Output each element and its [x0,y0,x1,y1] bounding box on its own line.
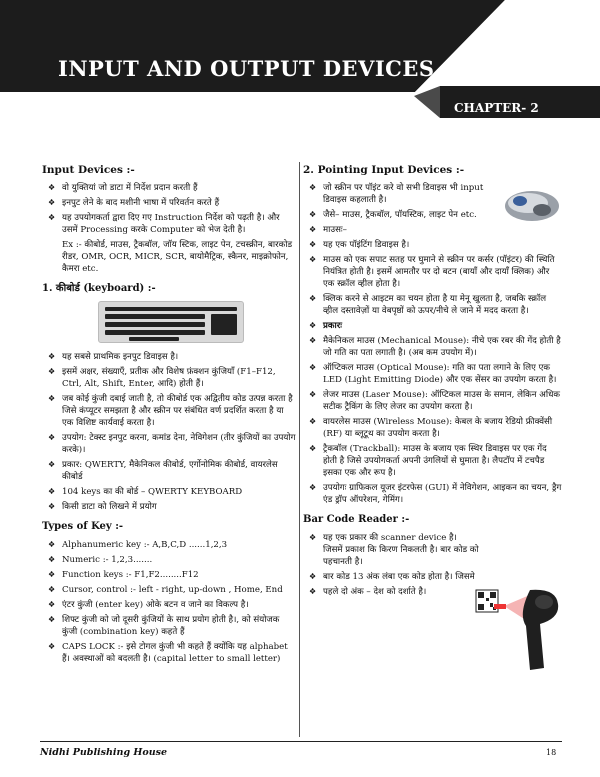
diamond-bullet-icon: ❖ [48,433,56,442]
diamond-bullet-icon: ❖ [48,600,56,609]
list-item: ❖ Alphanumeric key :- A,B,C,D ......1,2,3 [48,540,228,550]
diamond-bullet-icon: ❖ [48,367,56,376]
list-item: ❖ इसमें अक्षर, संख्याएँ, प्रतीक और विशेष फ़ंक्शन कुंजियाँ (F1–F12, Ctrl, Alt, Shift, Enter, आदि) होती हैं। [48,367,276,389]
keyboard-image [98,301,244,343]
list-item: ❖ इनपुट लेने के बाद मशीनी भाषा में परिवर्तन करते हैं [48,198,220,208]
diamond-bullet-icon: ❖ [48,352,56,361]
keyboard-heading: 1. कीबोर्ड (keyboard) :- [42,283,156,294]
input-devices-list [42,182,296,236]
list-item: ❖ ट्रैकबॉल (Trackball): माउस के बजाय एक स्थिर डिवाइस पर एक गेंद होती है जिसे उपयोगकर्ता अपनी उंगलियों से घुमाता है। लैपटॉप में टचपैड इसका एक और रूप है। [309,444,547,478]
list-item: ❖ लेजर माउस (Laser Mouse): ऑप्टिकल माउस के समान, लेकिन अधिक सटीक ट्रैकिंग के लिए लेजर का उपयोग करता है। [309,390,560,412]
diamond-bullet-icon: ❖ [309,255,317,264]
footer-rule [40,741,562,742]
diamond-bullet-icon: ❖ [309,483,317,492]
diamond-bullet-icon: ❖ [48,570,56,579]
publisher-name: Nidhi Publishing House [40,747,168,758]
diamond-bullet-icon: ❖ [309,294,317,303]
pointing-devices-list [303,182,563,506]
list-item: ❖ मैकेनिकल माउस (Mechanical Mouse): नीचे एक रबर की गेंद होती है जो गति का पता लगाती है। (अब कम उपयोग में)। [309,336,561,358]
example-text: Ex :- कीबोर्ड, माउस, ट्रैकबॉल, जॉय स्टिक, लाइट पेन, टचस्क्रीन, बारकोड रीडर, OMR, OCR, MICR, SCR, बायोमैट्रिक, स्कैनर, माइक्रोफोन, कैमरा etc. [62,240,293,274]
list-item: ❖ किसी डाटा को लिखने में प्रयोग [48,502,157,512]
diamond-bullet-icon: ❖ [48,585,56,594]
list-item: ❖ वो युक्तियां जो डाटा में निर्देश प्रदान करती हैं [48,183,198,193]
list-item: ❖ यह सबसे प्राथमिक इनपुट डिवाइस है। [48,352,179,362]
list-item: ❖ जब कोई कुंजी दबाई जाती है, तो कीबोर्ड एक अद्वितीय कोड उत्पन्न करता है जिसे कंप्यूटर समझता है और स्क्रीन पर संबंधित वर्ण प्रदर्शित करता है या एक विशिष्ट कार्यवाई करता है। [48,394,293,428]
list-item: ❖ क्लिक करने से आइटम का चयन होता है या मेनू खुलता है, जबकि स्क्रॉल व्हील दस्तावेज़ों या वेबपृष्ठों को ऊपर/नीचे ले जाने में मदद करता है। [309,294,547,316]
diamond-bullet-icon: ❖ [309,390,317,399]
list-item: ❖ माउस को एक सपाट सतह पर घुमाने से स्क्रीन पर कर्सर (पॉइंटर) की स्थिति नियंत्रित होती है। इसमें आमतौर पर दो बटन (बायाँ और दायाँ क्लिक) और एक स्क्रॉल व्हील होता है। [309,255,555,289]
list-item: ❖ उपयोगः ग्राफिकल यूजर इंटरफेस (GUI) में नेविगेशन, आइकन का चयन, ड्रैग एंड ड्रॉप ऑपरेशन, गेमिंग। [309,483,562,505]
list-item: ❖ वायरलेस माउस (Wireless Mouse): केबल के बजाय रेडियो फ्रीक्वेंसी (RF) या ब्लूटूथ का उपयोग करता है। [309,417,553,439]
list-item: ❖ यह एक पॉइंटिंग डिवाइस है। [309,240,410,250]
list-item: ❖ शिफ्ट कुंजी को जो दूसरी कुंजियों के साथ प्रयोग होती है।, को संयोजक कुंजी (combination key) कहते हैं [48,615,280,637]
diamond-bullet-icon: ❖ [48,502,56,511]
diamond-bullet-icon: ❖ [309,572,317,581]
diamond-bullet-icon: ❖ [48,213,56,222]
left-column [42,164,296,668]
diamond-bullet-icon: ❖ [309,363,317,372]
list-item: ❖ यह उपयोगकर्ता द्वारा दिए गए Instruction निर्देश को पढ़ती है। और उसमें Processing करके Computer को भेज देती है। [48,213,280,235]
list-item: ❖ जैसे– माउस, ट्रैकबॉल, पॉयस्टिक, लाइट पेन etc. [309,210,477,220]
list-item: ❖ प्रकारः [309,321,342,331]
list-item: ❖ Numeric :- 1,2,3....... [48,555,153,565]
list-item: ❖ जो स्क्रीन पर पॉइंट करे वो सभी डिवाइस भी input डिवाइस कहलाती है। [309,183,484,205]
diamond-bullet-icon: ❖ [309,336,317,345]
diamond-bullet-icon: ❖ [309,225,317,234]
list-item: ❖ 104 keys का की बोर्ड – QWERTY KEYBOARD [48,487,243,497]
diamond-bullet-icon: ❖ [309,210,317,219]
diamond-bullet-icon: ❖ [309,183,317,192]
page-title: INPUT AND OUTPUT DEVICES [58,56,435,81]
keyboard-list [42,351,296,513]
diamond-bullet-icon: ❖ [48,183,56,192]
diamond-bullet-icon: ❖ [48,198,56,207]
page-number: 18 [546,748,557,757]
list-item: ❖ उपयोग: टेक्स्ट इनपुट करना, कमांड देना, नेविगेशन (तीर कुंजियों का उपयोग करके)। [48,433,296,455]
column-divider [299,162,300,737]
diamond-bullet-icon: ❖ [309,533,317,542]
diamond-bullet-icon: ❖ [309,444,317,453]
diamond-bullet-icon: ❖ [48,615,56,624]
diamond-bullet-icon: ❖ [309,587,317,596]
list-item: ❖ प्रकार: QWERTY, मैकेनिकल कीबोर्ड, एर्गोनोमिक कीबोर्ड, वायरलेस कीबोर्ड [48,460,278,482]
diamond-bullet-icon: ❖ [48,642,56,651]
diamond-bullet-icon: ❖ [309,240,317,249]
diamond-bullet-icon: ❖ [48,394,56,403]
right-column [303,164,563,601]
list-item: ❖ एंटर कुंजी (enter key) ओके बटन व जाने का विकल्प है। [48,600,249,610]
barcode-reader-heading: Bar Code Reader :- [303,514,410,525]
types-of-key-heading: Types of Key :- [42,521,124,532]
list-item: ❖ Function keys :- F1,F2........F12 [48,570,199,580]
list-item: ❖ बार कोड 13 अंक लंबा एक कोड होता है। जिसमे [309,572,475,582]
list-item: ❖ माउसः– [309,225,347,235]
diamond-bullet-icon: ❖ [309,321,317,330]
chapter-label: CHAPTER- 2 [454,101,539,115]
diamond-bullet-icon: ❖ [48,487,56,496]
diamond-bullet-icon: ❖ [48,460,56,469]
input-devices-heading: Input Devices :- [42,164,135,176]
pointing-devices-heading: 2. Pointing Input Devices :- [303,164,465,176]
barcode-scanner-image [474,584,562,674]
chapter-banner [0,0,600,130]
list-item: ❖ CAPS LOCK :- इसे टोगल कुंजी भी कहते हैं क्योंकि यह alphabet हैं। अवस्थाओं को बदलती है। (capital letter to small letter) [48,642,288,664]
list-item: ❖ ऑप्टिकल माउस (Optical Mouse): गति का पता लगाने के लिए एक LED (Light Emitting Diode) और एक सेंसर का उपयोग करता है। [309,363,557,385]
list-item: ❖ पहले दो अंक – देश को दर्शाते है। [309,587,427,597]
list-item: ❖ यह एक प्रकार की scanner device है। जिसमें प्रकाश कि किरण निकलती है। बार कोड को पहचानती है। [309,533,479,567]
list-item: ❖ Cursor, control :- left - right, up-down , Home, End [48,585,283,595]
diamond-bullet-icon: ❖ [48,540,56,549]
diamond-bullet-icon: ❖ [309,417,317,426]
types-of-key-list [42,539,296,665]
diamond-bullet-icon: ❖ [48,555,56,564]
